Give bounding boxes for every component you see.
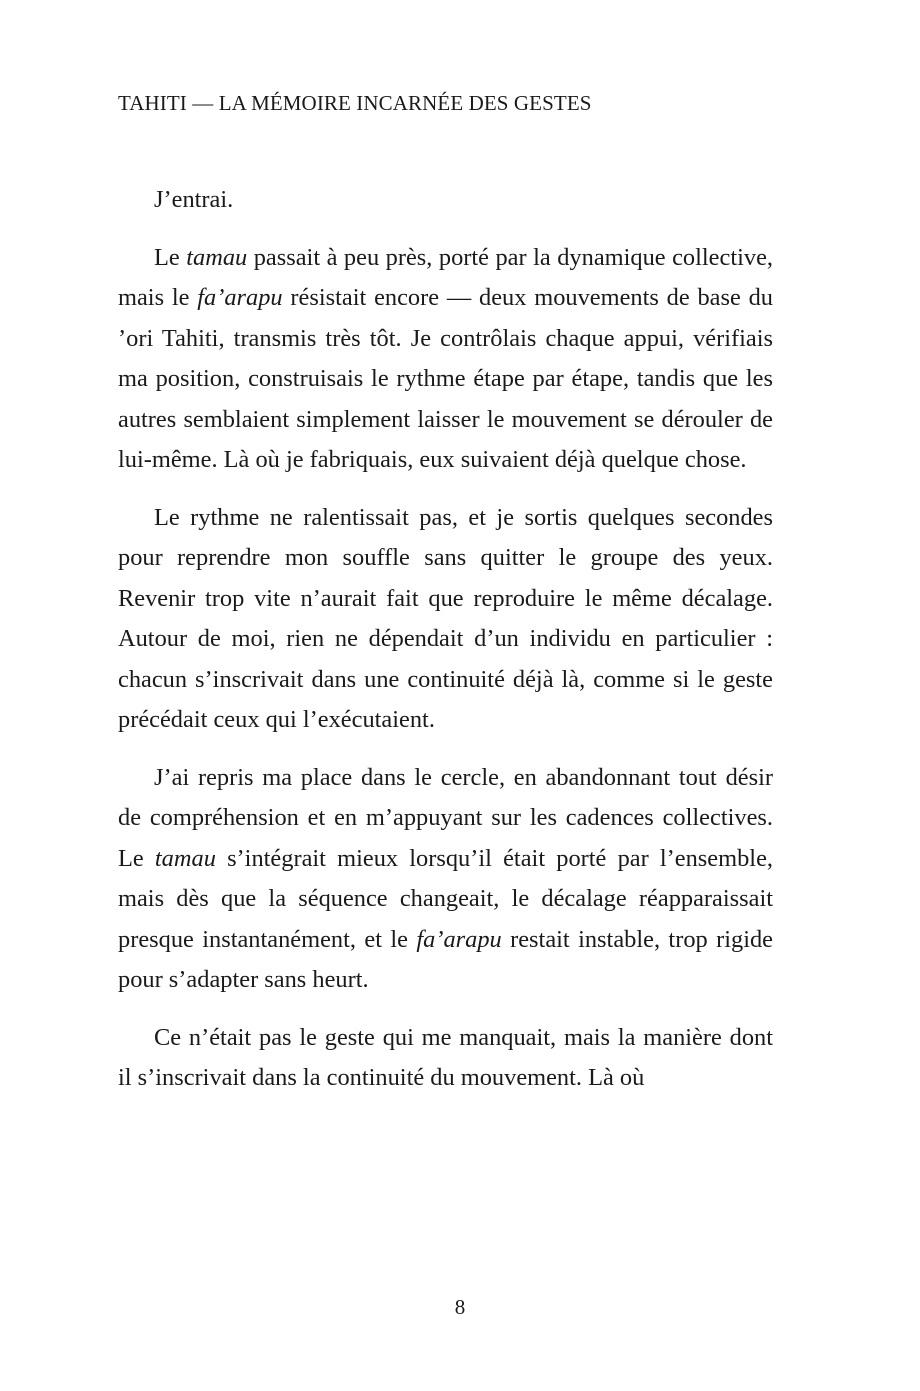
paragraph-4	[118, 758, 773, 1001]
paragraph-4-text-b: s’intégrait mieux lorsqu’il était porté par l’ensemble, mais dès que la séquence changeait, le décalage réapparaissait presque instantanément, et le	[118, 844, 773, 953]
paragraph-4-text-c: restait instable, trop rigide pour s’adapter sans heurt.	[118, 925, 773, 993]
term-faarapu: fa’arapu	[416, 925, 502, 953]
running-head-title: TAHITI — LA MÉMOIRE INCARNÉE DES GESTES	[118, 91, 592, 115]
paragraph-1: J’entrai.	[154, 186, 234, 213]
paragraph-3: Le rythme ne ralentissait pas, et je sortis quelques secondes pour reprendre mon souffle sans quitter le groupe des yeux. Revenir trop vite n’aurait fait que reproduire le même décalage. Autour de moi, rien ne dépendait d’un individu en particulier : chacun s’inscrivait dans une continuité déjà là, comme si le geste précédait ceux qui l’exécutaient.	[118, 503, 773, 733]
paragraph-4-text-a: J’ai repris ma place dans le cercle, en abandonnant tout désir de compréhension et en m’appuyant sur les cadences collectives. Le	[118, 763, 773, 872]
body-text	[118, 180, 773, 1099]
term-faarapu: fa’arapu	[197, 284, 283, 311]
term-tamau: tamau	[154, 844, 216, 872]
paragraph-2-text-c: résistait encore — deux mouvements de base du ’ori Tahiti, transmis très tôt. Je contrôlais chaque appui, vérifiais ma position, construisais le rythme étape par étape, tandis que les autres semblaient simplement laisser le mouvement se dérouler de lui-même. Là où je fabriquais, eux suivaient déjà quelque chose.	[118, 284, 773, 473]
paragraph-2-text-a: Le	[154, 243, 187, 271]
term-tamau: tamau	[186, 243, 248, 271]
paragraph-2-text-b: passait à peu près, porté par la dynamique collective, mais le	[118, 243, 774, 311]
paragraph-5: Ce n’était pas le geste qui me manquait, mais la manière dont il s’inscrivait dans la continuité du mouvement. Là où	[118, 1023, 773, 1091]
paragraph-2	[118, 238, 773, 481]
page-number: 8	[454, 1295, 466, 1319]
